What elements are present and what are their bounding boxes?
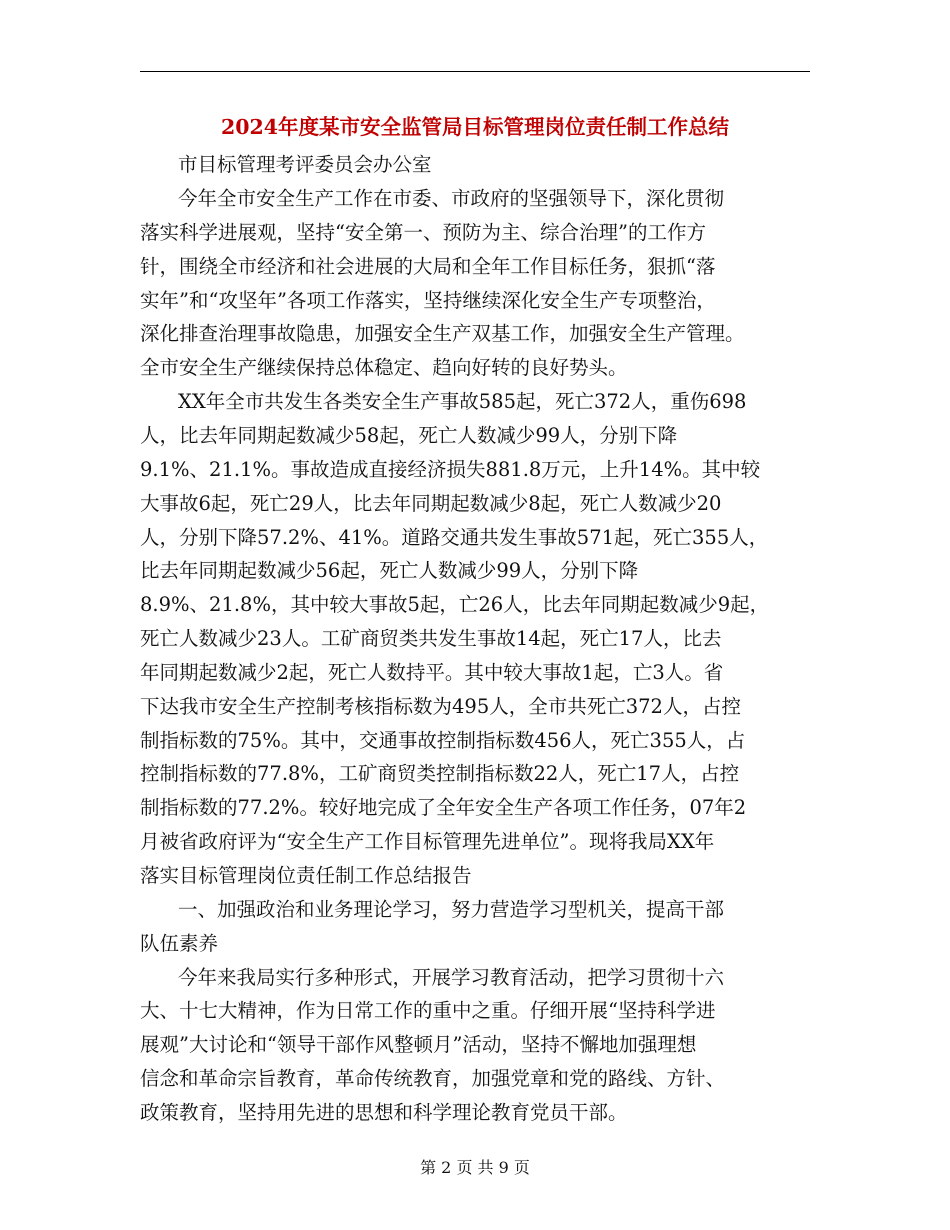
body-line: 人，分别下降57.2%、41%。道路交通共发生事故571起，死亡355人，: [140, 526, 769, 549]
body-line: 落实目标管理岗位责任制工作总结报告: [140, 864, 472, 887]
body-line: 9.1%、21.1%。事故造成直接经济损失881.8万元，上升14%。其中较: [140, 458, 761, 481]
header-rule: [140, 71, 810, 72]
body-line: 制指标数的77.2%。较好地完成了全年安全生产各项工作任务，07年2: [140, 796, 747, 819]
body-line: 大事故6起，死亡29人，比去年同期起数减少8起，死亡人数减少20: [140, 492, 722, 515]
body-line: 死亡人数减少23人。工矿商贸类共发生事故14起，死亡17人，比去: [140, 627, 722, 650]
body-line: 队伍素养: [140, 932, 219, 955]
body-line: 政策教育，坚持用先进的思想和科学理论教育党员干部。: [140, 1101, 628, 1124]
body-line: 一、加强政治和业务理论学习，努力营造学习型机关，提高干部: [178, 898, 725, 921]
body-line: 今年全市安全生产工作在市委、市政府的坚强领导下，深化贯彻: [178, 187, 725, 210]
body-line: 制指标数的75%。其中，交通事故控制指标数456人，死亡355人，占: [140, 729, 746, 752]
body-line: 月被省政府评为“安全生产工作目标管理先进单位”。现将我局XX年: [140, 830, 715, 853]
body-line: 深化排查治理事故隐患，加强安全生产双基工作，加强安全生产管理。: [140, 322, 745, 345]
body-line: 针，围绕全市经济和社会进展的大局和全年工作目标任务，狠抓“落: [140, 255, 716, 278]
body-line: 信念和革命宗旨教育，革命传统教育，加强党章和党的路线、方针、: [140, 1067, 726, 1090]
body-line: 今年来我局实行多种形式，开展学习教育活动，把学习贯彻十六: [178, 966, 725, 989]
body-line: 人，比去年同期起数减少58起，死亡人数减少99人，分别下降: [140, 424, 678, 447]
author-line: 市目标管理考评委员会办公室: [178, 153, 432, 176]
document-title: 2024年度某市安全监管局目标管理岗位责任制工作总结: [220, 115, 730, 139]
body-line: 大、十七大精神，作为日常工作的重中之重。仔细开展“坚持科学进: [140, 999, 716, 1022]
body-line: XX年全市共发生各类安全生产事故585起，死亡372人，重伤698: [178, 390, 747, 413]
body-line: 实年”和“攻坚年”各项工作落实，坚持继续深化安全生产专项整治，: [140, 289, 716, 312]
page-number: 第 2 页 共 9 页: [420, 1158, 530, 1177]
body-line: 8.9%、21.8%，其中较大事故5起，亡26人，比去年同期起数减少9起，: [140, 593, 770, 616]
body-line: 年同期起数减少2起，死亡人数持平。其中较大事故1起，亡3人。省: [140, 661, 724, 684]
body-line: 比去年同期起数减少56起，死亡人数减少99人，分别下降: [140, 559, 639, 582]
body-line: 控制指标数的77.8%，工矿商贸类控制指标数22人，死亡17人，占控: [140, 762, 740, 785]
body-line: 展观”大讨论和“领导干部作风整顿月”活动，坚持不懈地加强理想: [140, 1033, 697, 1056]
body-line: 落实科学进展观，坚持“安全第一、预防为主、综合治理”的工作方: [140, 221, 706, 244]
body-line: 全市安全生产继续保持总体稳定、趋向好转的良好势头。: [140, 356, 628, 379]
body-line: 下达我市安全生产控制考核指标数为495人，全市共死亡372人，占控: [140, 695, 741, 718]
